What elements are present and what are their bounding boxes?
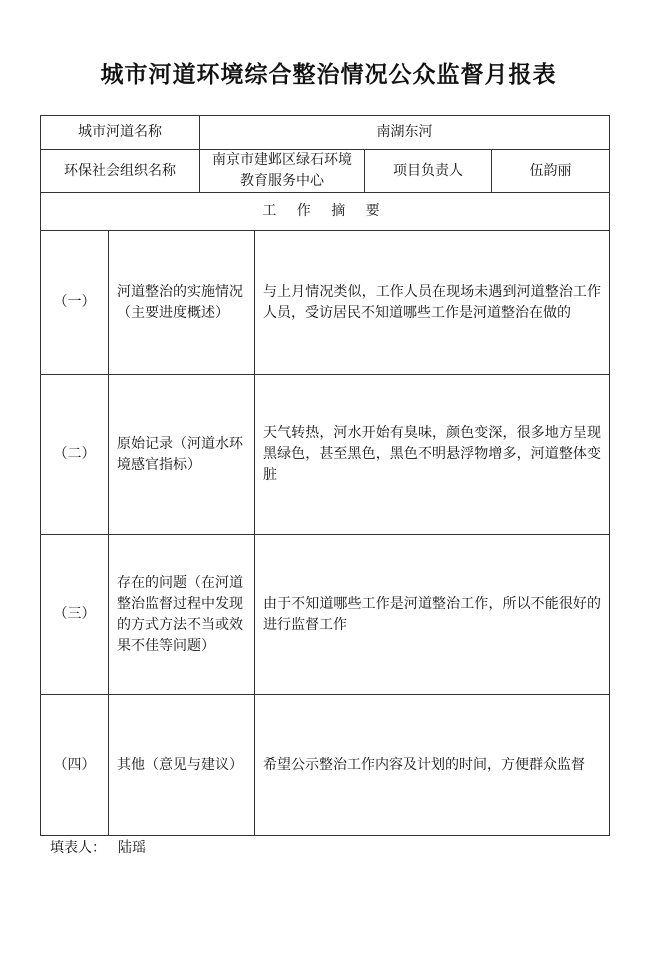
section-category: 河道整治的实施情况（主要进度概述）	[109, 231, 255, 375]
section-number: （三）	[41, 535, 109, 695]
summary-header-row	[41, 193, 610, 231]
form-filler-name: 陆瑶	[118, 840, 146, 856]
section-number: （一）	[41, 231, 109, 375]
section-category: 存在的问题（在河道整治监督过程中发现的方式方法不当或效果不佳等问题）	[109, 535, 255, 695]
section-number: （四）	[41, 695, 109, 836]
section-content: 与上月情况类似，工作人员在现场未遇到河道整治工作人员，受访居民不知道哪些工作是河道整治在做的	[255, 231, 610, 375]
form-filler-label: 填表人：	[50, 840, 106, 856]
river-name-label: 城市河道名称	[41, 116, 200, 150]
org-name-value: 南京市建邺区绿石环境教育服务中心	[200, 150, 365, 193]
section-category: 原始记录（河道水环境感官指标）	[109, 375, 255, 535]
river-row	[41, 116, 610, 150]
org-name-label: 环保社会组织名称	[41, 150, 200, 193]
report-table	[40, 115, 610, 836]
page-title: 城市河道环境综合整治情况公众监督月报表	[100, 61, 557, 88]
section-content: 天气转热，河水开始有臭味，颜色变深，很多地方呈现黑绿色，甚至黑色，黑色不明悬浮物增多，河道整体变脏	[255, 375, 610, 535]
river-name-value: 南湖东河	[200, 116, 610, 150]
section-row	[41, 535, 610, 695]
summary-header: 工 作 摘 要	[41, 193, 610, 231]
project-leader-value: 伍韵丽	[492, 150, 610, 193]
section-content: 希望公示整治工作内容及计划的时间，方便群众监督	[255, 695, 610, 836]
section-category: 其他（意见与建议）	[109, 695, 255, 836]
section-content: 由于不知道哪些工作是河道整治工作，所以不能很好的进行监督工作	[255, 535, 610, 695]
section-row	[41, 231, 610, 375]
section-row	[41, 375, 610, 535]
section-number: （二）	[41, 375, 109, 535]
org-row	[41, 150, 610, 193]
form-filler	[50, 838, 146, 858]
project-leader-label: 项目负责人	[365, 150, 492, 193]
section-row	[41, 695, 610, 836]
